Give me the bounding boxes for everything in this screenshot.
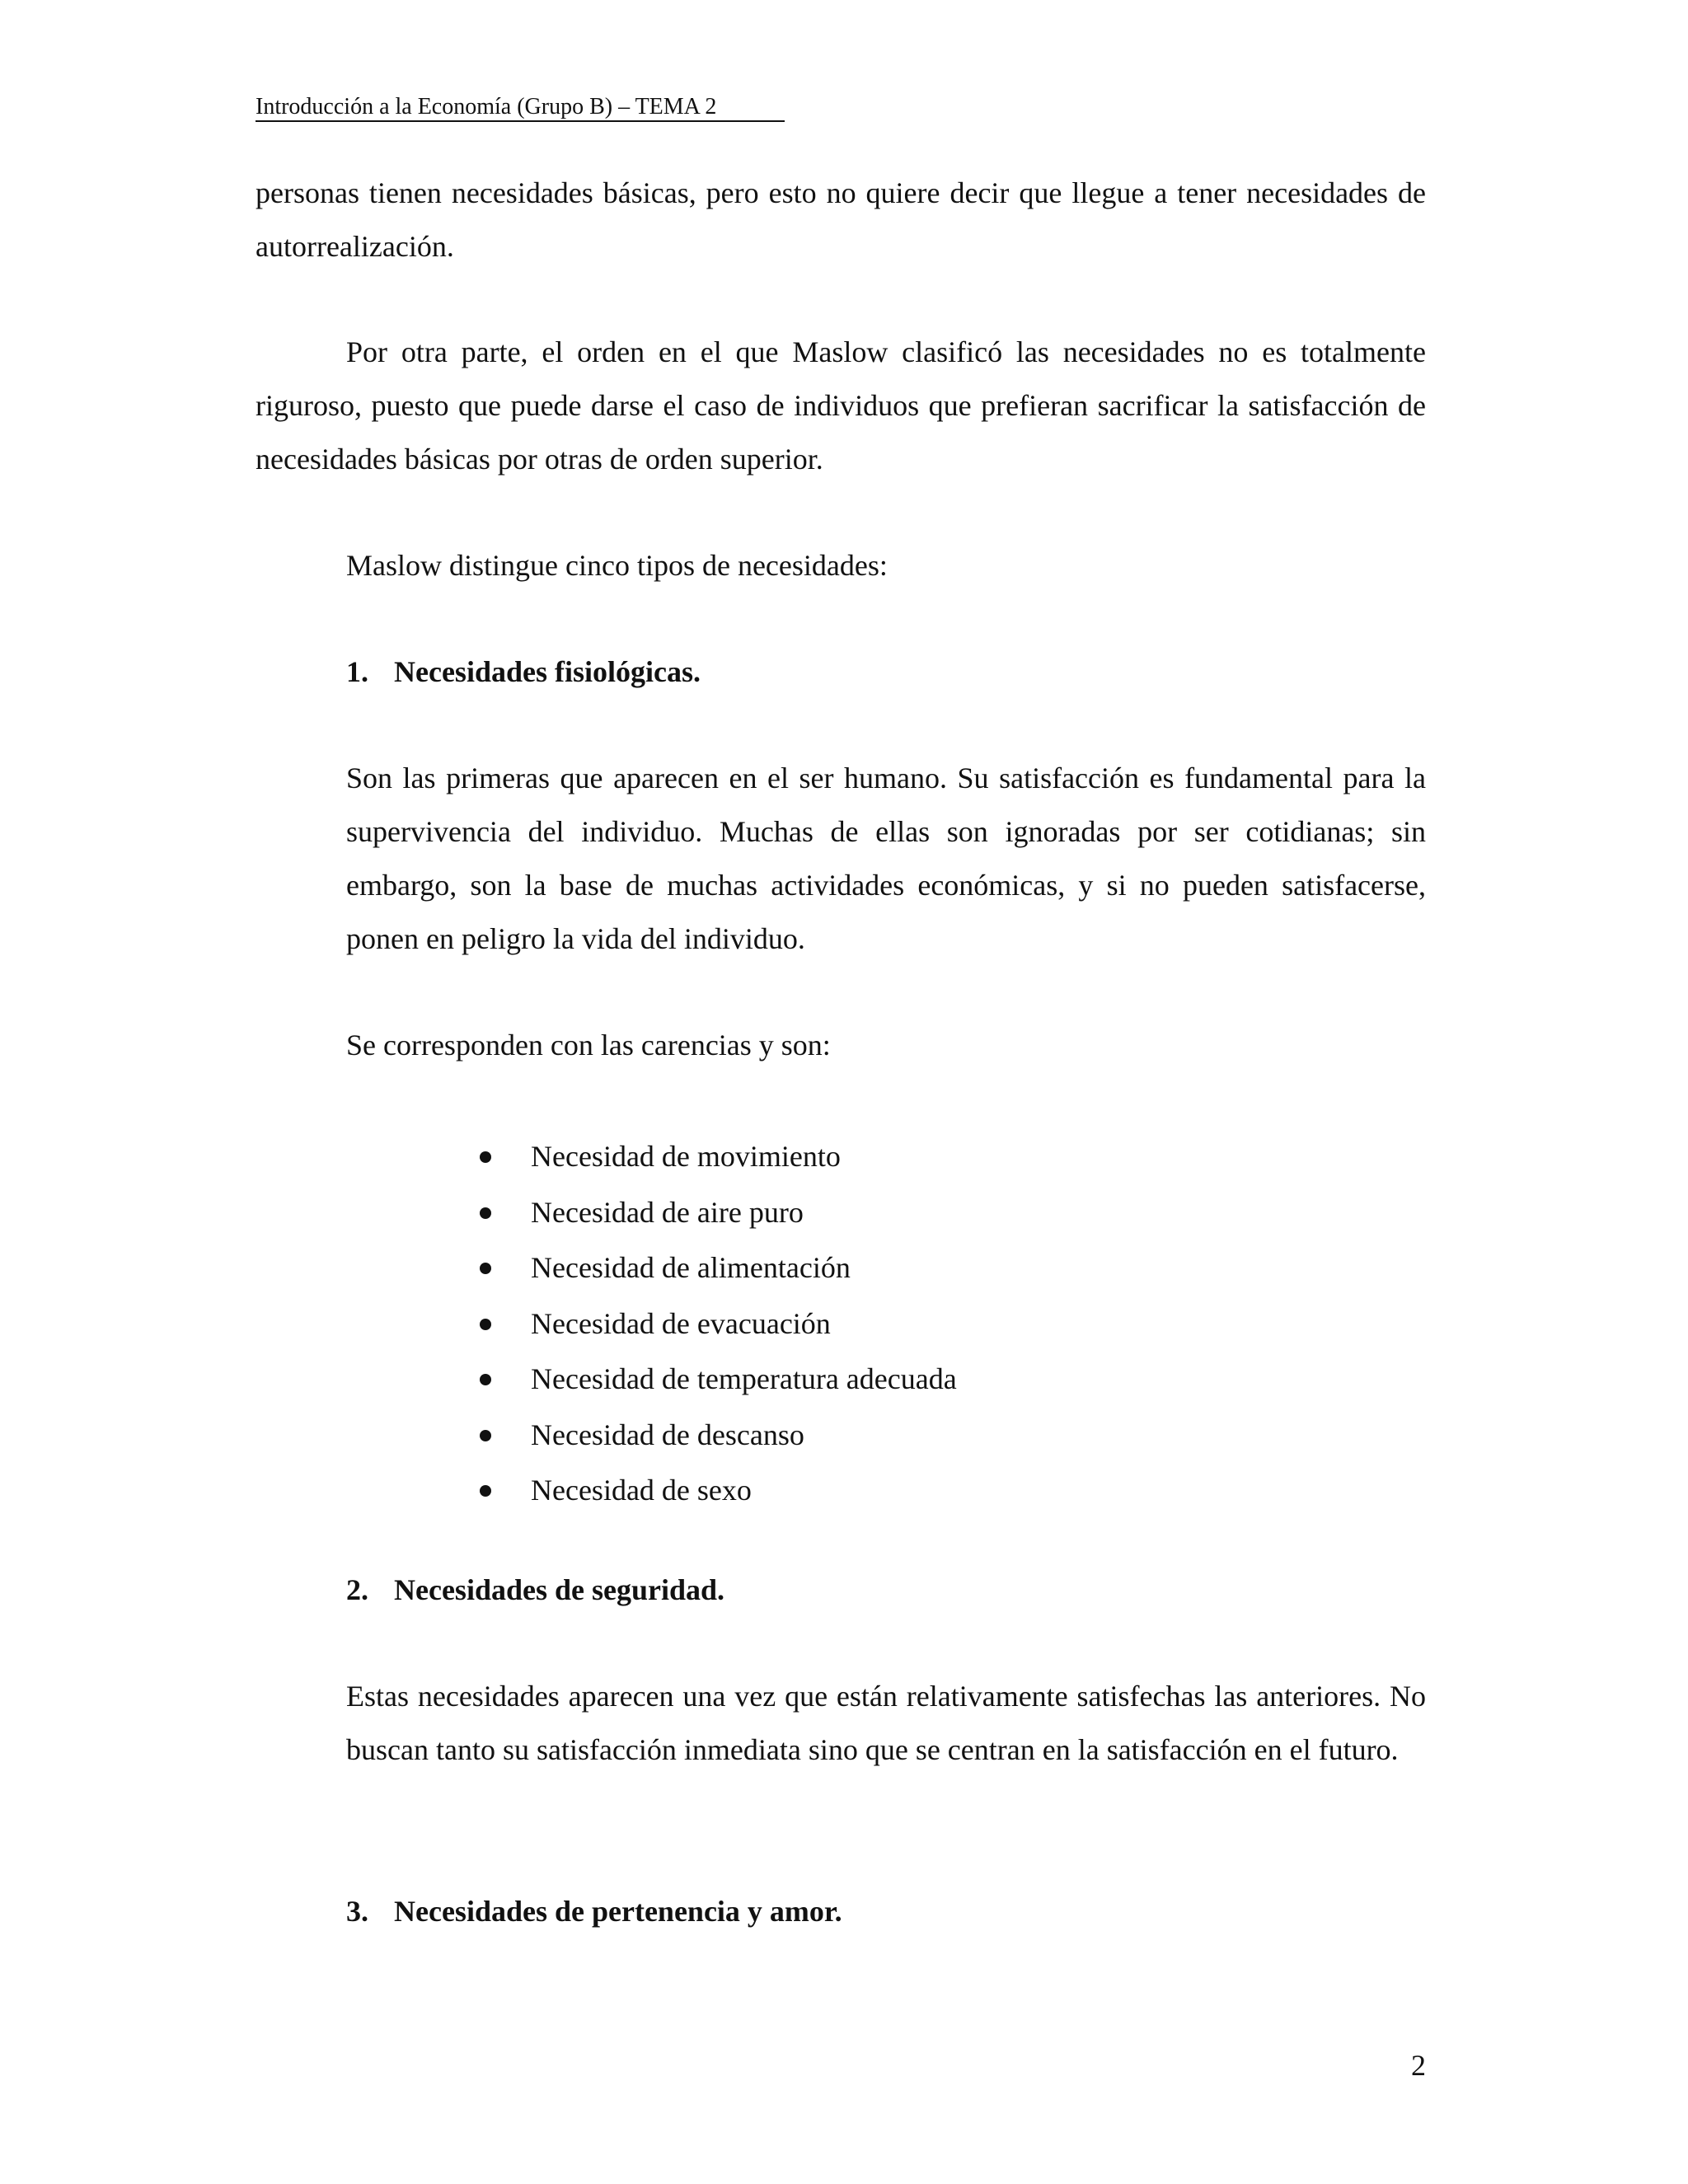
physiological-needs-list bbox=[486, 1129, 957, 1519]
bullet-icon bbox=[480, 1151, 491, 1163]
paragraph-physiological: Son las primeras que aparecen en el ser humano. Su satisfacción es fundamental para la supervivencia del individuo. Muchas de ellas son ignoradas por ser cotidianas; sin embargo, son la base de muchas actividades económicas, y si no pueden satisfacerse, ponen en peligro la vida del individuo. bbox=[346, 762, 1426, 955]
bullet-icon bbox=[480, 1374, 491, 1385]
section-number-2: 2. bbox=[346, 1573, 368, 1606]
bullet-icon bbox=[480, 1319, 491, 1330]
page-number: 2 bbox=[1411, 2049, 1426, 2082]
bullet-icon bbox=[480, 1207, 491, 1219]
section-title-3: Necesidades de pertenencia y amor. bbox=[394, 1895, 842, 1928]
section-number-1: 1. bbox=[346, 655, 368, 688]
list-item: Necesidad de temperatura adecuada bbox=[486, 1352, 957, 1408]
paragraph-maslow-types: Maslow distingue cinco tipos de necesidades: bbox=[346, 549, 888, 582]
running-header: Introducción a la Economía (Grupo B) – TEMA 2 bbox=[256, 94, 717, 120]
bullet-icon bbox=[480, 1430, 491, 1441]
paragraph-carencias-intro: Se corresponden con las carencias y son: bbox=[346, 1029, 831, 1062]
list-item: Necesidad de evacuación bbox=[486, 1296, 957, 1352]
header-underline bbox=[256, 120, 785, 122]
section-number-3: 3. bbox=[346, 1895, 368, 1928]
list-item: Necesidad de alimentación bbox=[486, 1240, 957, 1296]
section-heading-1 bbox=[346, 645, 701, 699]
section-title-2: Necesidades de seguridad. bbox=[394, 1573, 725, 1606]
list-item: Necesidad de movimiento bbox=[486, 1129, 957, 1185]
paragraph-security: Estas necesidades aparecen una vez que están relativamente satisfechas las anteriores. No buscan tanto su satisfacción inmediata sino que se centran en la satisfacción en el futuro. bbox=[346, 1680, 1426, 1766]
list-item: Necesidad de descanso bbox=[486, 1408, 957, 1464]
section-title-1: Necesidades fisiológicas. bbox=[394, 655, 701, 688]
list-item: Necesidad de aire puro bbox=[486, 1185, 957, 1241]
paragraph-continuation: personas tienen necesidades básicas, pero esto no quiere decir que llegue a tener necesidades de autorrealización. bbox=[256, 176, 1426, 263]
bullet-icon bbox=[480, 1485, 491, 1497]
bullet-icon bbox=[480, 1263, 491, 1274]
list-item: Necesidad de sexo bbox=[486, 1463, 957, 1519]
section-heading-2 bbox=[346, 1563, 724, 1617]
section-heading-3 bbox=[346, 1885, 842, 1938]
paragraph-maslow-order: Por otra parte, el orden en el que Maslow clasificó las necesidades no es totalmente riguroso, puesto que puede darse el caso de individuos que prefieran sacrificar la satisfacción de necesidades básicas por otras de orden superior. bbox=[256, 335, 1426, 476]
